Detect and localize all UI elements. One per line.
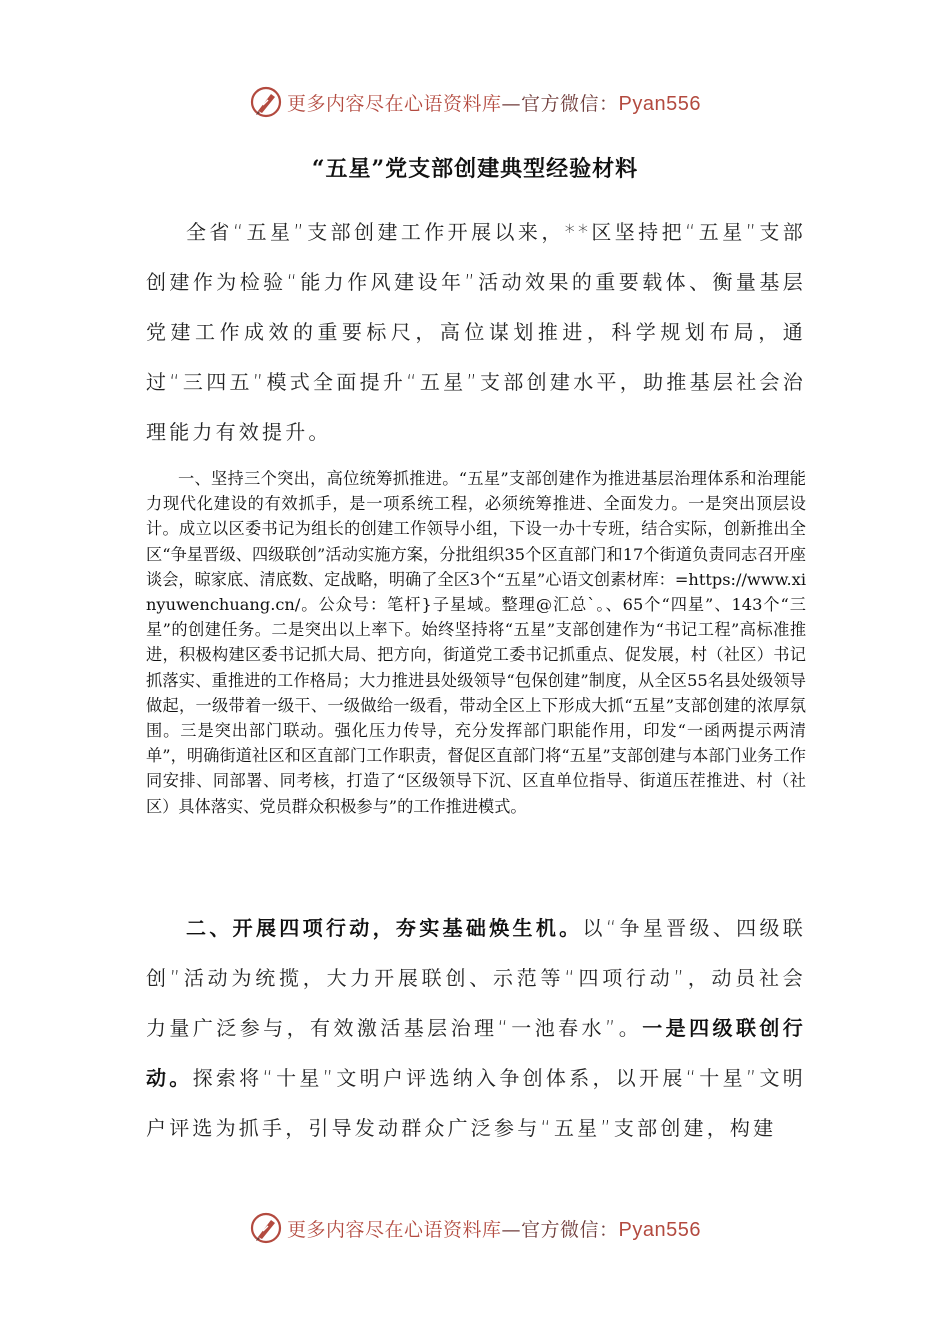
watermark-wechat-id: Pyan556 — [618, 1218, 701, 1241]
watermark-separator: — — [501, 92, 522, 115]
watermark-separator: — — [501, 1218, 522, 1241]
watermark-wechat-id: Pyan556 — [618, 92, 701, 115]
watermark-footer — [0, 1208, 950, 1248]
watermark-brand: 更多内容尽在心语资料库 — [287, 1218, 502, 1241]
watermark-header — [0, 82, 950, 122]
document-title: “五星”党支部创建典型经验材料 — [311, 156, 639, 182]
section-2-body-2: 探索将“十星”文明户评选纳入争创体系，以开展“十星”文明户评选为抓手，引导发动群众广泛参与“五星”支部创建，构建 — [146, 1066, 806, 1140]
section-1-paragraph: 一、坚持三个突出，高位统筹抓推进。“五星”支部创建作为推进基层治理体系和治理能力现代化建设的有效抓手，是一项系统工程，必须统筹推进、全面发力。一是突出顶层设计。成立以区委书记为组长的创建工作领导小组，下设一办十专班，结合实际，创新推出全区“争星晋级、四级联创”活动实施方案，分批组织35个区直部门和17个街道负责同志召开座谈会，晾家底、清底数、定战略，明确了全区3个“五星”心语文创素材库：=https://www.xinyuwenchuang.cn/。公众号：笔杆}子星域。整理@汇总`。、65个“四星”、143个“三星”的创建任务。二是突出以上率下。始终坚持将“五星”支部创建作为“书记工程”高标准推进，积极构建区委书记抓大局、把方向，街道党工委书记抓重点、促发展，村（社区）书记抓落实、重推进的工作格局；大力推进县处级领导“包保创建”制度，从全区55名县处级领导做起，一级带着一级干、一级做给一级看，带动全区上下形成大抓“五星”支部创建的浓厚氛围。三是突出部门联动。强化压力传导，充分发挥部门职能作用，印发“一函两提示两清单”，明确街道社区和区直部门工作职责，督促区直部门将“五星”支部创建与本部门业务工作同安排、同部署、同考核，打造了“区级领导下沉、区直单位指导、街道压茬推进、村（社区）具体落实、党员群众积极参与”的工作推进模式。 — [146, 469, 806, 816]
section-2-subheading: 一是四级联创行动。 — [146, 1016, 807, 1090]
pen-nib-logo-icon — [249, 85, 283, 119]
section-2-body-1: 以“争星晋级、四级联创”活动为统揽，大力开展联创、示范等“四项行动”，动员社会力量广泛参与，有效激活基层治理“一池春水”。 — [146, 916, 806, 1040]
watermark-text — [287, 89, 701, 116]
watermark-official-label: 官方微信： — [521, 92, 619, 115]
watermark-official-label: 官方微信： — [521, 1218, 619, 1241]
pen-nib-logo-icon — [249, 1211, 283, 1245]
watermark-text — [287, 1215, 701, 1242]
watermark-brand: 更多内容尽在心语资料库 — [287, 92, 502, 115]
intro-paragraph: 全省“五星”支部创建工作开展以来，**区坚持把“五星”支部创建作为检验“能力作风建设年”活动效果的重要载体、衡量基层党建工作成效的重要标尺，高位谋划推进，科学规划布局，通过“三四五”模式全面提升“五星”支部创建水平，助推基层社会治理能力有效提升。 — [146, 220, 806, 444]
section-2-paragraph — [146, 903, 806, 1153]
section-2-heading: 二、开展四项行动，夯实基础焕生机。 — [186, 916, 583, 940]
